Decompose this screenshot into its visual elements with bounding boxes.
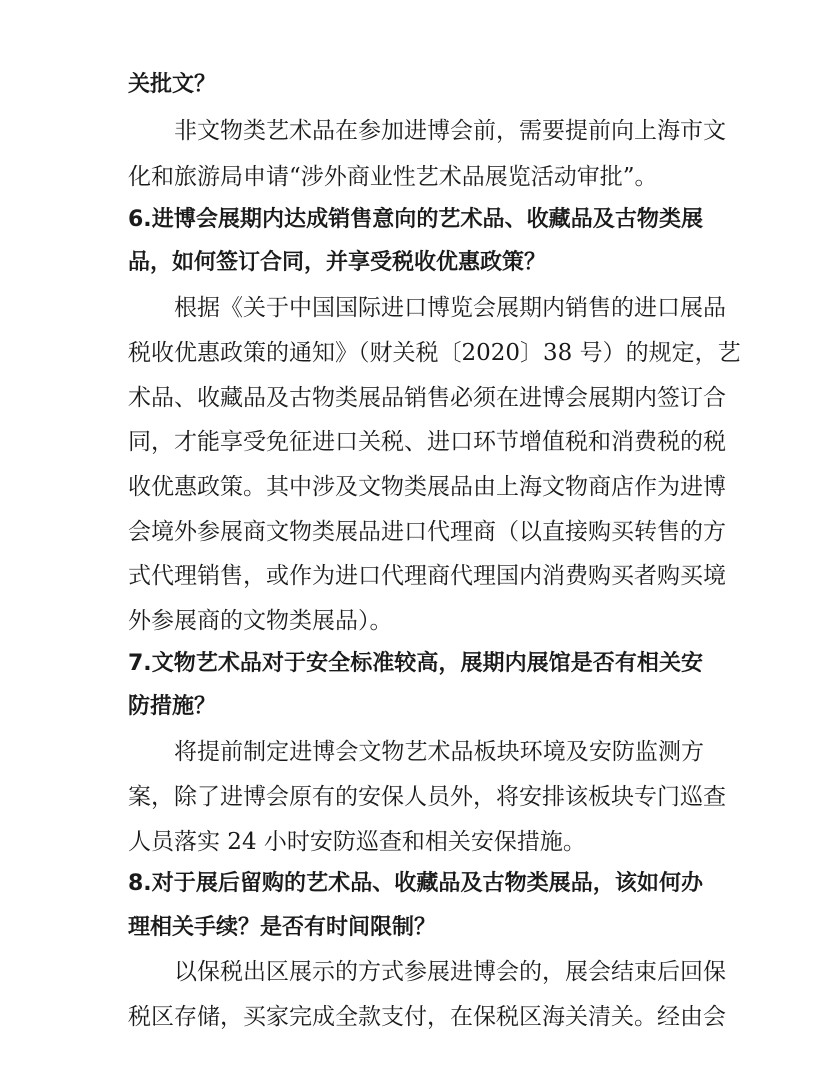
answer-6-line-4: 同，才能享受免征进口关税、进口环节增值税和消费税的税 [128, 429, 726, 455]
question-8-heading-line-2: 理相关手续？是否有时间限制？ [128, 915, 437, 940]
question-7-heading-line-1: 7.文物艺术品对于安全标准较高，展期内展馆是否有相关安 [128, 651, 703, 676]
answer-8-line-1: 以保税出区展示的方式参展进博会的，展会结束后回保 [174, 959, 726, 985]
question-6-heading-line-1: 6.进博会展期内达成销售意向的艺术品、收藏品及古物类展 [128, 207, 703, 232]
answer-5-line-1: 非文物类艺术品在参加进博会前，需要提前向上海市文 [174, 118, 726, 144]
answer-8-line-2: 税区存储，买家完成全款支付，在保税区海关清关。经由会 [128, 1004, 726, 1030]
answer-7-line-3: 人员落实 24 小时安防巡查和相关安保措施。 [128, 829, 586, 855]
question-5-heading-end: 关批文？ [128, 72, 217, 97]
answer-6-line-5: 收优惠政策。其中涉及文物类展品由上海文物商店作为进博 [128, 474, 726, 500]
answer-6-line-3: 术品、收藏品及古物类展品销售必须在进博会展期内签订合 [128, 385, 726, 411]
question-8-heading-line-1: 8.对于展后留购的艺术品、收藏品及古物类展品，该如何办 [128, 871, 703, 896]
answer-7-line-2: 案，除了进博会原有的安保人员外，将安排该板块专门巡查 [128, 784, 726, 810]
answer-6-line-8: 外参展商的文物类展品）。 [128, 608, 393, 634]
answer-6-line-7: 式代理销售，或作为进口代理商代理国内消费购买者购买境 [128, 563, 726, 589]
question-6-heading-line-2: 品，如何签订合同，并享受税收优惠政策？ [128, 250, 547, 275]
answer-6-line-1: 根据《关于中国国际进口博览会展期内销售的进口展品 [174, 295, 726, 321]
answer-6-line-6: 会境外参展商文物类展品进口代理商（以直接购买转售的方 [128, 519, 726, 545]
answer-6-line-2: 税收优惠政策的通知》（财关税〔2020〕38 号）的规定，艺 [128, 340, 741, 366]
question-7-heading-line-2: 防措施？ [128, 694, 217, 719]
answer-5-line-2: 化和旅游局申请“涉外商业性艺术品展览活动审批”。 [128, 164, 658, 190]
answer-7-line-1: 将提前制定进博会文物艺术品板块环境及安防监测方 [174, 739, 704, 765]
